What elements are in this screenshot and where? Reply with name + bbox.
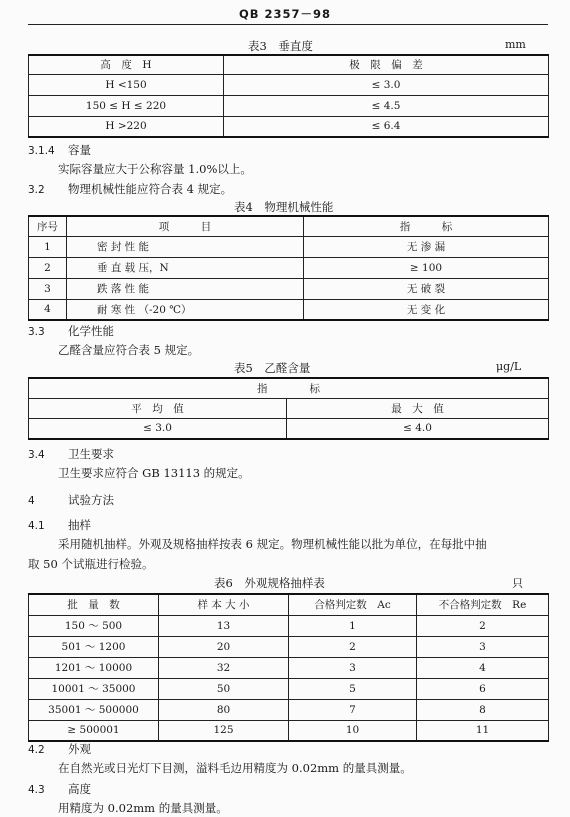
table6-cell: 11 <box>417 720 549 741</box>
table6-cell: 2 <box>417 615 549 636</box>
table4-cell: 3 <box>29 278 67 299</box>
table-row <box>29 74 549 95</box>
section-number: 4.3 <box>28 784 45 796</box>
section-4-1-text-line1: 采用随机抽样。外观及规格抽样按表 6 规定。物理机械性能以批为单位，在每批中抽 <box>58 537 487 551</box>
section-number: 3.4 <box>28 449 45 461</box>
section-4-3-text: 用精度为 0.02mm 的量具测量。 <box>58 801 228 815</box>
table4-cell: 无 破 裂 <box>304 278 549 299</box>
section-number: 4 <box>28 495 35 507</box>
table6-cell: 10001 ～ 35000 <box>29 678 159 699</box>
table5-header-average: 平 均 值 <box>29 398 287 418</box>
table-row <box>29 615 549 636</box>
table-row <box>29 678 549 699</box>
standard-code: QB 2357－98 <box>238 7 332 21</box>
table6-cell: 150 ～ 500 <box>29 615 159 636</box>
table3-header-tolerance: 极 限 偏 差 <box>224 55 549 74</box>
table6-unit: 只 <box>512 577 523 590</box>
table3-cell: ≤ 6.4 <box>224 116 549 137</box>
table4-cell: 跌 落 性 能 <box>67 278 304 299</box>
table3-cell: 150 ≤ H ≤ 220 <box>29 95 224 116</box>
table6-cell: ≥ 500001 <box>29 720 159 741</box>
table6-header-sample: 样 本 大 小 <box>159 594 289 615</box>
table6-cell: 32 <box>159 657 289 678</box>
section-4-2-heading <box>28 741 91 757</box>
table3-cell: H <150 <box>29 74 224 95</box>
section-number: 3.1.4 <box>28 145 55 157</box>
section-number: 3.2 <box>28 184 45 196</box>
table5-unit: μg/L <box>496 360 522 373</box>
table5-cell: ≤ 4.0 <box>287 418 549 439</box>
section-3-2-heading <box>28 181 232 197</box>
table-row <box>29 236 549 257</box>
table6-cell: 3 <box>417 636 549 657</box>
section-4-heading <box>28 492 114 508</box>
table3-caption: 表3 垂直度 <box>248 39 313 53</box>
table4-cell: 耐 寒 性 （-20 ℃） <box>67 299 304 320</box>
table-row <box>29 699 549 720</box>
table-row <box>29 299 549 320</box>
table5-cell: ≤ 3.0 <box>29 418 287 439</box>
table-row <box>29 657 549 678</box>
table6-caption: 表6 外观规格抽样表 <box>214 576 325 590</box>
table4-caption: 表4 物理机械性能 <box>234 200 334 214</box>
table5-header-max: 最 大 值 <box>287 398 549 418</box>
section-3-3-heading <box>28 323 114 339</box>
section-3-4-text: 卫生要求应符合 GB 13113 的规定。 <box>58 466 250 480</box>
section-3-1-4-heading <box>28 142 91 158</box>
section-3-3-text: 乙醛含量应符合表 5 规定。 <box>58 343 200 357</box>
table6-cell: 1 <box>289 615 417 636</box>
table4-cell: 1 <box>29 236 67 257</box>
table-row <box>29 636 549 657</box>
section-4-1-text-line2: 取 50 个试瓶进行检验。 <box>28 557 154 571</box>
table3 <box>28 54 549 138</box>
table6-cell: 20 <box>159 636 289 657</box>
table6-header-ac: 合格判定数 Ac <box>289 594 417 615</box>
table4-cell: 2 <box>29 257 67 278</box>
section-4-2-text: 在自然光或日光灯下目测，溢料毛边用精度为 0.02mm 的量具测量。 <box>58 761 412 775</box>
section-title: 卫生要求 <box>68 447 114 461</box>
table-row <box>29 95 549 116</box>
section-title: 容量 <box>68 143 91 157</box>
header-rule <box>28 24 548 25</box>
table6-cell: 8 <box>417 699 549 720</box>
table5 <box>28 377 549 440</box>
table6-cell: 1201 ～ 10000 <box>29 657 159 678</box>
table4-header-no: 序号 <box>29 216 67 236</box>
table3-header-height: 高 度 H <box>29 55 224 74</box>
table5-caption: 表5 乙醛含量 <box>234 361 311 375</box>
table6-cell: 13 <box>159 615 289 636</box>
table4-cell: 密 封 性 能 <box>67 236 304 257</box>
table6-cell: 6 <box>417 678 549 699</box>
table4 <box>28 215 549 321</box>
table6-cell: 501 ～ 1200 <box>29 636 159 657</box>
section-4-1-heading <box>28 517 91 533</box>
table4-cell: 无 渗 漏 <box>304 236 549 257</box>
table6-cell: 35001 ～ 500000 <box>29 699 159 720</box>
table6-cell: 80 <box>159 699 289 720</box>
section-title: 外观 <box>68 742 91 756</box>
section-title: 物理机械性能应符合表 4 规定。 <box>68 182 233 196</box>
table6-header-re: 不合格判定数 Re <box>417 594 549 615</box>
table4-cell: ≥ 100 <box>304 257 549 278</box>
table-row <box>29 720 549 741</box>
table3-cell: ≤ 3.0 <box>224 74 549 95</box>
section-number: 4.1 <box>28 520 45 532</box>
section-title: 试验方法 <box>68 493 114 507</box>
table3-cell: ≤ 4.5 <box>224 95 549 116</box>
table-row <box>29 418 549 439</box>
table6-cell: 7 <box>289 699 417 720</box>
table4-cell: 垂 直 载 压，N <box>67 257 304 278</box>
section-title: 高度 <box>68 782 91 796</box>
table4-header-item: 项 目 <box>67 216 304 236</box>
table6-cell: 10 <box>289 720 417 741</box>
table3-cell: H >220 <box>29 116 224 137</box>
table6 <box>28 593 549 742</box>
section-4-3-heading <box>28 781 91 797</box>
table5-group-header: 指 标 <box>29 378 549 398</box>
table4-header-index: 指 标 <box>304 216 549 236</box>
section-3-1-4-text: 实际容量应大于公称容量 1.0%以上。 <box>58 162 252 176</box>
table6-cell: 125 <box>159 720 289 741</box>
table6-cell: 50 <box>159 678 289 699</box>
table-row <box>29 257 549 278</box>
section-3-4-heading <box>28 446 114 462</box>
table6-cell: 3 <box>289 657 417 678</box>
table6-cell: 5 <box>289 678 417 699</box>
table3-unit: mm <box>505 38 526 51</box>
table-row <box>29 116 549 137</box>
section-title: 化学性能 <box>68 324 114 338</box>
table6-header-lot: 批 量 数 <box>29 594 159 615</box>
table6-cell: 4 <box>417 657 549 678</box>
section-number: 3.3 <box>28 326 45 338</box>
section-title: 抽样 <box>68 518 91 532</box>
table4-cell: 无 变 化 <box>304 299 549 320</box>
section-number: 4.2 <box>28 744 45 756</box>
table4-cell: 4 <box>29 299 67 320</box>
table6-cell: 2 <box>289 636 417 657</box>
table-row <box>29 278 549 299</box>
